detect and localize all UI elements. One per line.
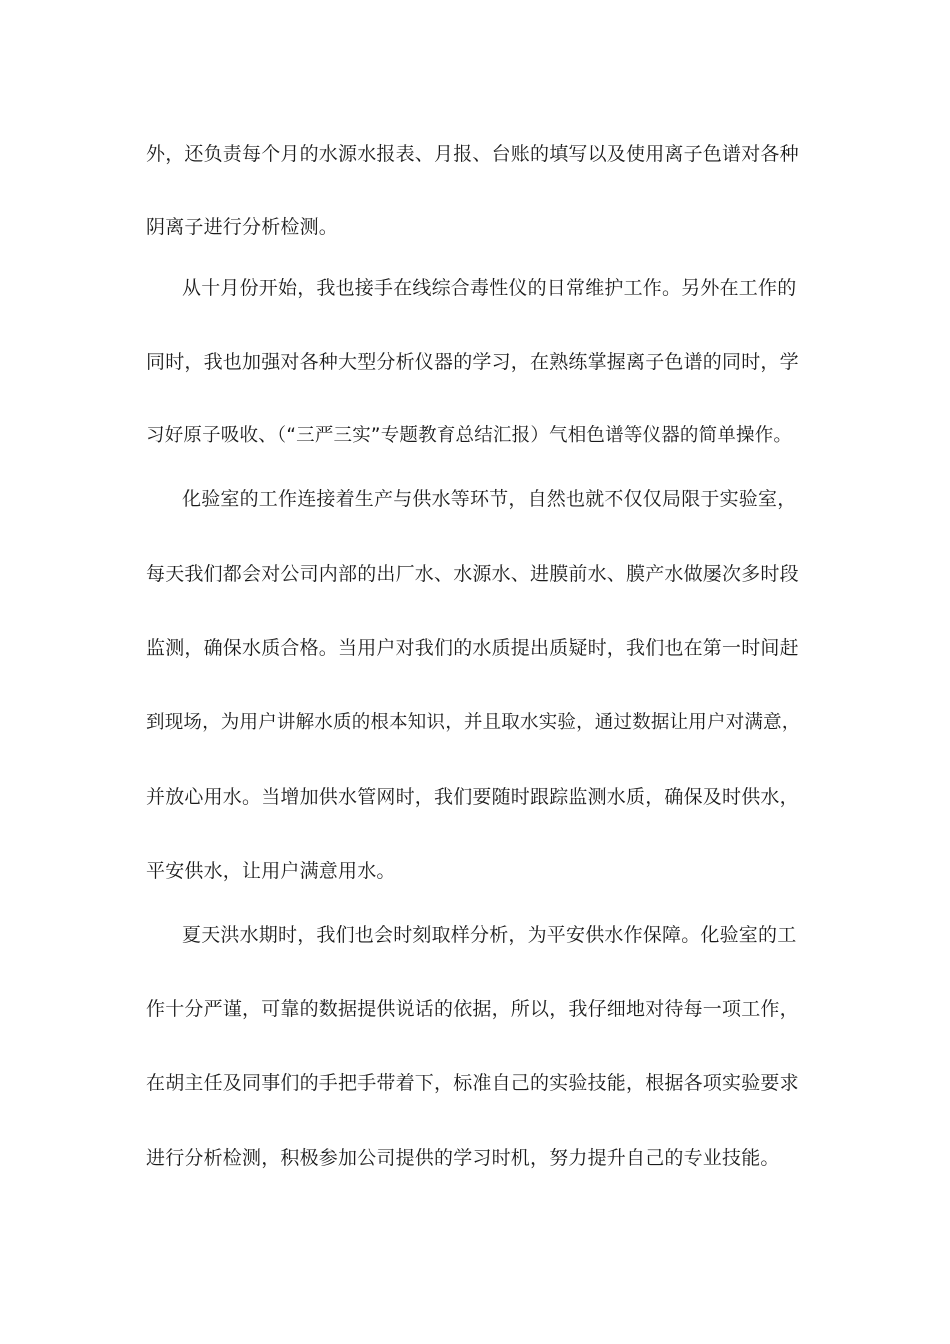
text-line: 平安供水，让用户满意用水。 — [146, 860, 396, 882]
text-line: 进行分析检测，积极参加公司提供的学习时机，努力提升自己的专业技能。 — [146, 1147, 780, 1169]
text-line: 监测，确保水质合格。当用户对我们的水质提出质疑时，我们也在第一时间赶 — [146, 637, 799, 659]
paragraph-start-line: 化验室的工作连接着生产与供水等环节，自然也就不仅仅局限于实验室， — [182, 488, 797, 510]
text-line: 同时，我也加强对各种大型分析仪器的学习，在熟练掌握离子色谱的同时，学 — [146, 351, 799, 373]
text-line: 并放心用水。当增加供水管网时，我们要随时跟踪监测水质，确保及时供水， — [146, 786, 799, 808]
text-line: 到现场，为用户讲解水质的根本知识，并且取水实验，通过数据让用户对满意， — [146, 712, 801, 733]
paragraph-start-line: 夏天洪水期时，我们也会时刻取样分析，为平安供水作保障。化验室的工 — [182, 924, 797, 946]
text-line: 外，还负责每个月的水源水报表、月报、台账的填写以及使用离子色谱对各种 — [146, 143, 799, 165]
paragraph-start-line: 从十月份开始，我也接手在线综合毒性仪的日常维护工作。另外在工作的 — [182, 277, 797, 299]
text-line: 在胡主任及同事们的手把手带着下，标准自己的实验技能，根据各项实验要求 — [146, 1072, 799, 1094]
text-line: 习好原子吸收、（“三严三实”专题教育总结汇报）气相色谱等仪器的简单操作。 — [146, 425, 793, 446]
text-line: 阴离子进行分析检测。 — [146, 216, 339, 238]
text-line: 每天我们都会对公司内部的出厂水、水源水、进膜前水、膜产水做屡次多时段 — [146, 563, 799, 585]
text-line: 作十分严谨，可靠的数据提供说话的依据，所以，我仔细地对待每一项工作， — [146, 998, 799, 1020]
